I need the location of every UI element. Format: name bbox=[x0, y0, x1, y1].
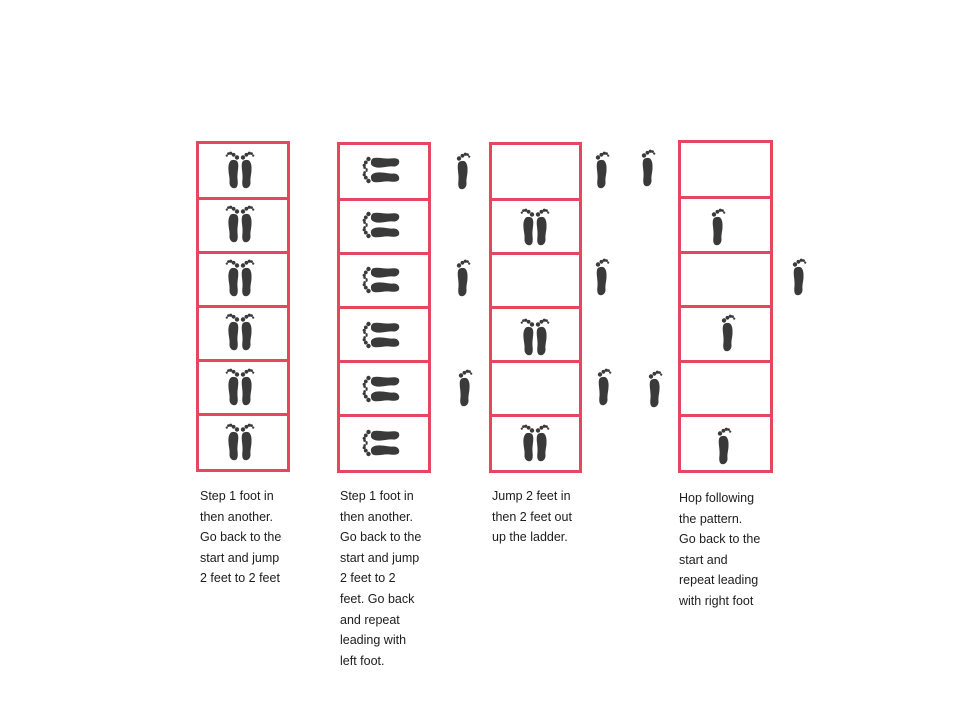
footprints-pair-icon bbox=[513, 205, 557, 249]
ladder-rung bbox=[492, 252, 579, 255]
footprint-icon bbox=[441, 149, 485, 193]
footprints-pair-icon bbox=[513, 315, 557, 359]
footprint-icon bbox=[633, 367, 677, 411]
ladder-rung bbox=[340, 198, 428, 201]
caption-step-in: Step 1 foot in then another. Go back to the start and jump 2 feet to 2 feet bbox=[200, 489, 282, 586]
footprint-icon bbox=[706, 311, 750, 355]
footprints-pair-side-icon bbox=[359, 367, 403, 411]
footprint-icon bbox=[626, 146, 670, 190]
ladder-rung bbox=[681, 196, 770, 199]
footprints-pair-side-icon bbox=[359, 148, 403, 192]
footprints-pair-icon bbox=[218, 365, 262, 409]
footprints-pair-icon bbox=[218, 256, 262, 300]
ladder-rung bbox=[340, 414, 428, 417]
ladder-rung bbox=[681, 360, 770, 363]
ladder-rung bbox=[199, 197, 287, 200]
ladder-rung bbox=[492, 360, 579, 363]
caption-jump-in-out: Jump 2 feet in then 2 feet out up the ladder. bbox=[492, 489, 572, 545]
ladder-rung bbox=[199, 359, 287, 362]
footprints-pair-icon bbox=[513, 421, 557, 465]
ladder-rung bbox=[492, 198, 579, 201]
ladder-rung bbox=[492, 414, 579, 417]
footprints-pair-side-icon bbox=[359, 421, 403, 465]
footprints-pair-icon bbox=[218, 202, 262, 246]
ladder-rung bbox=[199, 251, 287, 254]
footprint-icon bbox=[443, 366, 487, 410]
footprint-icon bbox=[580, 148, 624, 192]
footprint-icon bbox=[777, 255, 821, 299]
ladder-rung bbox=[681, 251, 770, 254]
caption-step-in-sideways: Step 1 foot in then another. Go back to the start and jump 2 feet to 2 feet. Go back and repeat leading with left foot. bbox=[340, 489, 422, 668]
footprints-pair-icon bbox=[218, 310, 262, 354]
ladder-rung bbox=[681, 305, 770, 308]
footprint-icon bbox=[580, 255, 624, 299]
ladder-rung bbox=[340, 252, 428, 255]
footprint-icon bbox=[441, 256, 485, 300]
ladder-rung bbox=[199, 305, 287, 308]
footprint-icon bbox=[702, 424, 746, 468]
ladder-rung bbox=[681, 414, 770, 417]
ladder-rung bbox=[340, 360, 428, 363]
footprints-pair-side-icon bbox=[359, 258, 403, 302]
footprint-icon bbox=[696, 205, 740, 249]
footprints-pair-side-icon bbox=[359, 313, 403, 357]
footprints-pair-side-icon bbox=[359, 203, 403, 247]
ladder-rung bbox=[199, 413, 287, 416]
footprints-pair-icon bbox=[218, 148, 262, 192]
ladder-rung bbox=[340, 306, 428, 309]
ladder-rung bbox=[492, 306, 579, 309]
footprint-icon bbox=[582, 365, 626, 409]
caption-hop: Hop following the pattern. Go back to the start and repeat leading with right foot bbox=[679, 491, 761, 608]
footprints-pair-icon bbox=[218, 420, 262, 464]
